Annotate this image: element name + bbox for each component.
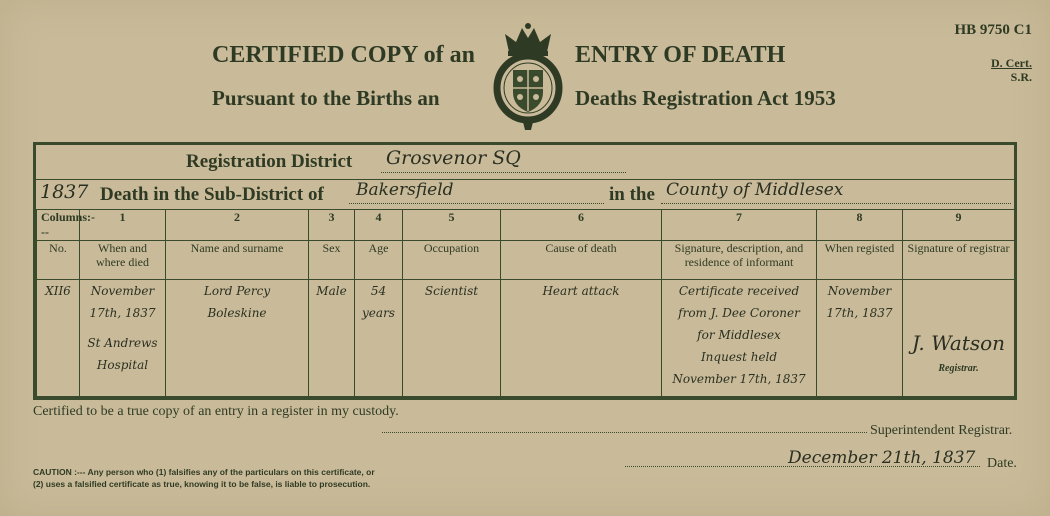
age-value: 54 — [370, 284, 387, 298]
district-label: Registration District — [186, 151, 353, 172]
entry-no: XII6 — [37, 280, 80, 397]
column-number: 7 — [662, 210, 817, 241]
entry-age — [355, 280, 403, 397]
county-dotted-line — [661, 203, 1011, 204]
subdistrict-row — [36, 179, 1014, 210]
superintendent-label: Superintendent Registrar. — [870, 423, 1013, 438]
date-label: Date. — [987, 456, 1017, 471]
when-line: 17th, 1837 — [89, 306, 156, 320]
column-number: 5 — [403, 210, 501, 241]
where-line: St Andrews — [87, 336, 158, 350]
form-code-top: D. Cert. — [991, 56, 1032, 70]
register-table — [36, 209, 1015, 397]
title-left: CERTIFIED COPY of an — [212, 42, 475, 68]
header-age: Age — [355, 241, 403, 280]
informant-line: Inquest held — [700, 350, 778, 364]
age-unit: years — [362, 306, 395, 320]
header-informant: Signature, description, and residence of informant — [662, 241, 817, 280]
royal-crest-icon — [489, 20, 567, 132]
entry-year: 1837 — [40, 181, 89, 203]
registered-line: 17th, 1837 — [826, 306, 893, 320]
subtitle-right: Deaths Registration Act 1953 — [575, 86, 836, 110]
column-number: 8 — [817, 210, 903, 241]
when-line: November — [90, 284, 155, 298]
header-sex: Sex — [309, 241, 355, 280]
header-registered: When registed — [817, 241, 903, 280]
date-dotted-line — [625, 466, 980, 467]
entry-registrar — [903, 280, 1015, 397]
entry-name — [166, 280, 309, 397]
name-line: Lord Percy — [203, 284, 271, 298]
district-value: Grosvenor SQ — [386, 147, 521, 169]
certification-statement: Certified to be a true copy of an entry in a register in my custody. — [33, 404, 399, 419]
certificate-date: December 21th, 1837 — [788, 448, 976, 468]
where-line: Hospital — [96, 358, 149, 372]
register-frame — [33, 142, 1017, 400]
form-code — [991, 56, 1032, 84]
entry-row — [37, 280, 1015, 397]
column-number-row — [37, 210, 1015, 241]
caution-line: CAUTION :--- Any person who (1) falsifies any of the particulars on this certificate, or — [33, 467, 375, 477]
column-number: 3 — [309, 210, 355, 241]
informant-line: from J. Dee Coroner — [678, 306, 800, 320]
entry-sex: Male — [309, 280, 355, 397]
district-row — [36, 145, 1014, 180]
registered-line: November — [827, 284, 892, 298]
subdistrict-value: Bakersfield — [356, 180, 454, 200]
form-reference: HB 9750 C1 — [954, 22, 1032, 38]
informant-line: for Middlesex — [697, 328, 781, 342]
columns-label: Columns:--- — [37, 210, 80, 241]
form-code-bottom: S.R. — [1010, 70, 1032, 84]
header-no: No. — [37, 241, 80, 280]
header-when-where: When and where died — [80, 241, 166, 280]
header-registrar: Signature of registrar — [903, 241, 1015, 280]
county-value: County of Middlesex — [666, 180, 844, 200]
column-number: 9 — [903, 210, 1015, 241]
county-label: in the — [609, 184, 655, 205]
subdistrict-dotted-line — [349, 203, 604, 204]
caution-notice — [33, 466, 375, 490]
entry-registered — [817, 280, 903, 397]
title-right: ENTRY OF DEATH — [575, 42, 786, 68]
header-row — [37, 241, 1015, 280]
header-name: Name and surname — [166, 241, 309, 280]
entry-occupation: Scientist — [403, 280, 501, 397]
column-number: 4 — [355, 210, 403, 241]
subtitle-left: Pursuant to the Births an — [212, 86, 440, 110]
column-number: 2 — [166, 210, 309, 241]
registrar-title: Registrar. — [938, 363, 979, 374]
column-number: 1 — [80, 210, 166, 241]
column-number: 6 — [501, 210, 662, 241]
entry-informant — [662, 280, 817, 397]
header-occupation: Occupation — [403, 241, 501, 280]
superintendent-dotted-line — [382, 432, 867, 433]
entry-when-where — [80, 280, 166, 397]
name-line: Boleskine — [207, 306, 267, 320]
district-dotted-line — [381, 172, 626, 173]
caution-line: (2) uses a falsified certificate as true, knowing it to be false, is liable to prosecution. — [33, 479, 371, 489]
entry-cause: Heart attack — [501, 280, 662, 397]
informant-line: November 17th, 1837 — [672, 372, 806, 386]
registrar-signature: J. Watson — [911, 331, 1006, 355]
subdistrict-label: Death in the Sub-District of — [100, 184, 324, 205]
header-cause: Cause of death — [501, 241, 662, 280]
informant-line: Certificate received — [678, 284, 800, 298]
